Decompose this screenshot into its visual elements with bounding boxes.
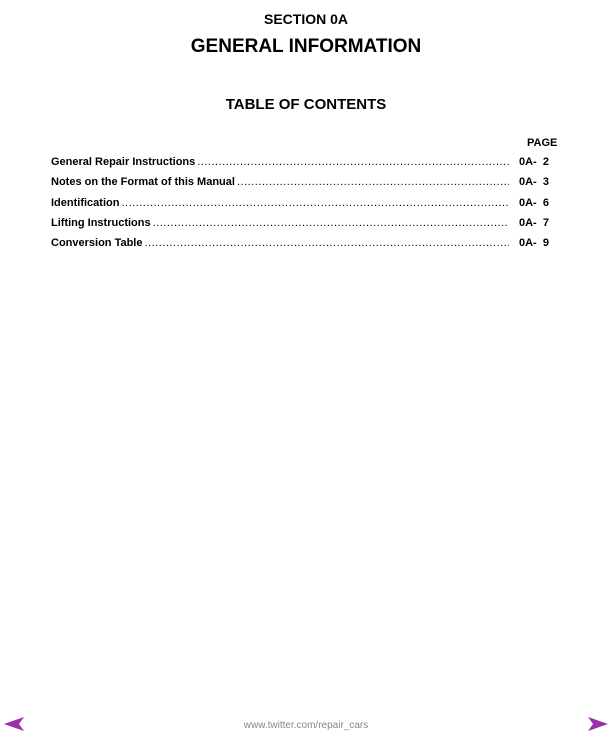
toc-entry-label: General Repair Instructions — [51, 156, 196, 168]
toc-entry-lifting-instructions[interactable] — [51, 217, 561, 237]
toc-entry-page: 0A- 2 — [519, 156, 549, 168]
toc-entry-label: Lifting Instructions — [51, 216, 151, 229]
toc-entry-page: 0A- 9 — [519, 237, 549, 250]
footer-url[interactable]: www.twitter.com/repair_cars — [243, 720, 369, 731]
toc-title: TABLE OF CONTENTS — [225, 96, 387, 113]
toc-leader-dots — [121, 197, 509, 209]
toc-entry-page: 0A- 6 — [519, 196, 549, 209]
toc-entry-general-repair-instructions[interactable] — [51, 156, 561, 176]
page-title: GENERAL INFORMATION — [190, 36, 422, 57]
next-page-button[interactable] — [588, 717, 608, 731]
toc-leader-dots — [237, 176, 509, 188]
toc-entry-identification[interactable] — [51, 197, 561, 217]
toc-entry-page: 0A- 7 — [519, 216, 549, 229]
section-label: SECTION 0A — [263, 11, 348, 27]
toc-entry-page: 0A- 3 — [519, 176, 549, 189]
toc-entry-label: Notes on the Format of this Manual — [51, 176, 235, 189]
triangle-right-arrow-icon — [588, 717, 608, 731]
toc-list — [51, 156, 561, 257]
toc-entry-label: Identification — [51, 196, 120, 209]
page-column-header: PAGE — [527, 137, 558, 149]
toc-entry-notes-on-format[interactable] — [51, 176, 561, 196]
toc-entry-conversion-table[interactable] — [51, 237, 561, 257]
toc-entry-label: Conversion Table — [51, 237, 143, 250]
toc-leader-dots — [197, 156, 509, 168]
toc-leader-dots — [153, 217, 509, 229]
toc-leader-dots — [144, 237, 509, 249]
